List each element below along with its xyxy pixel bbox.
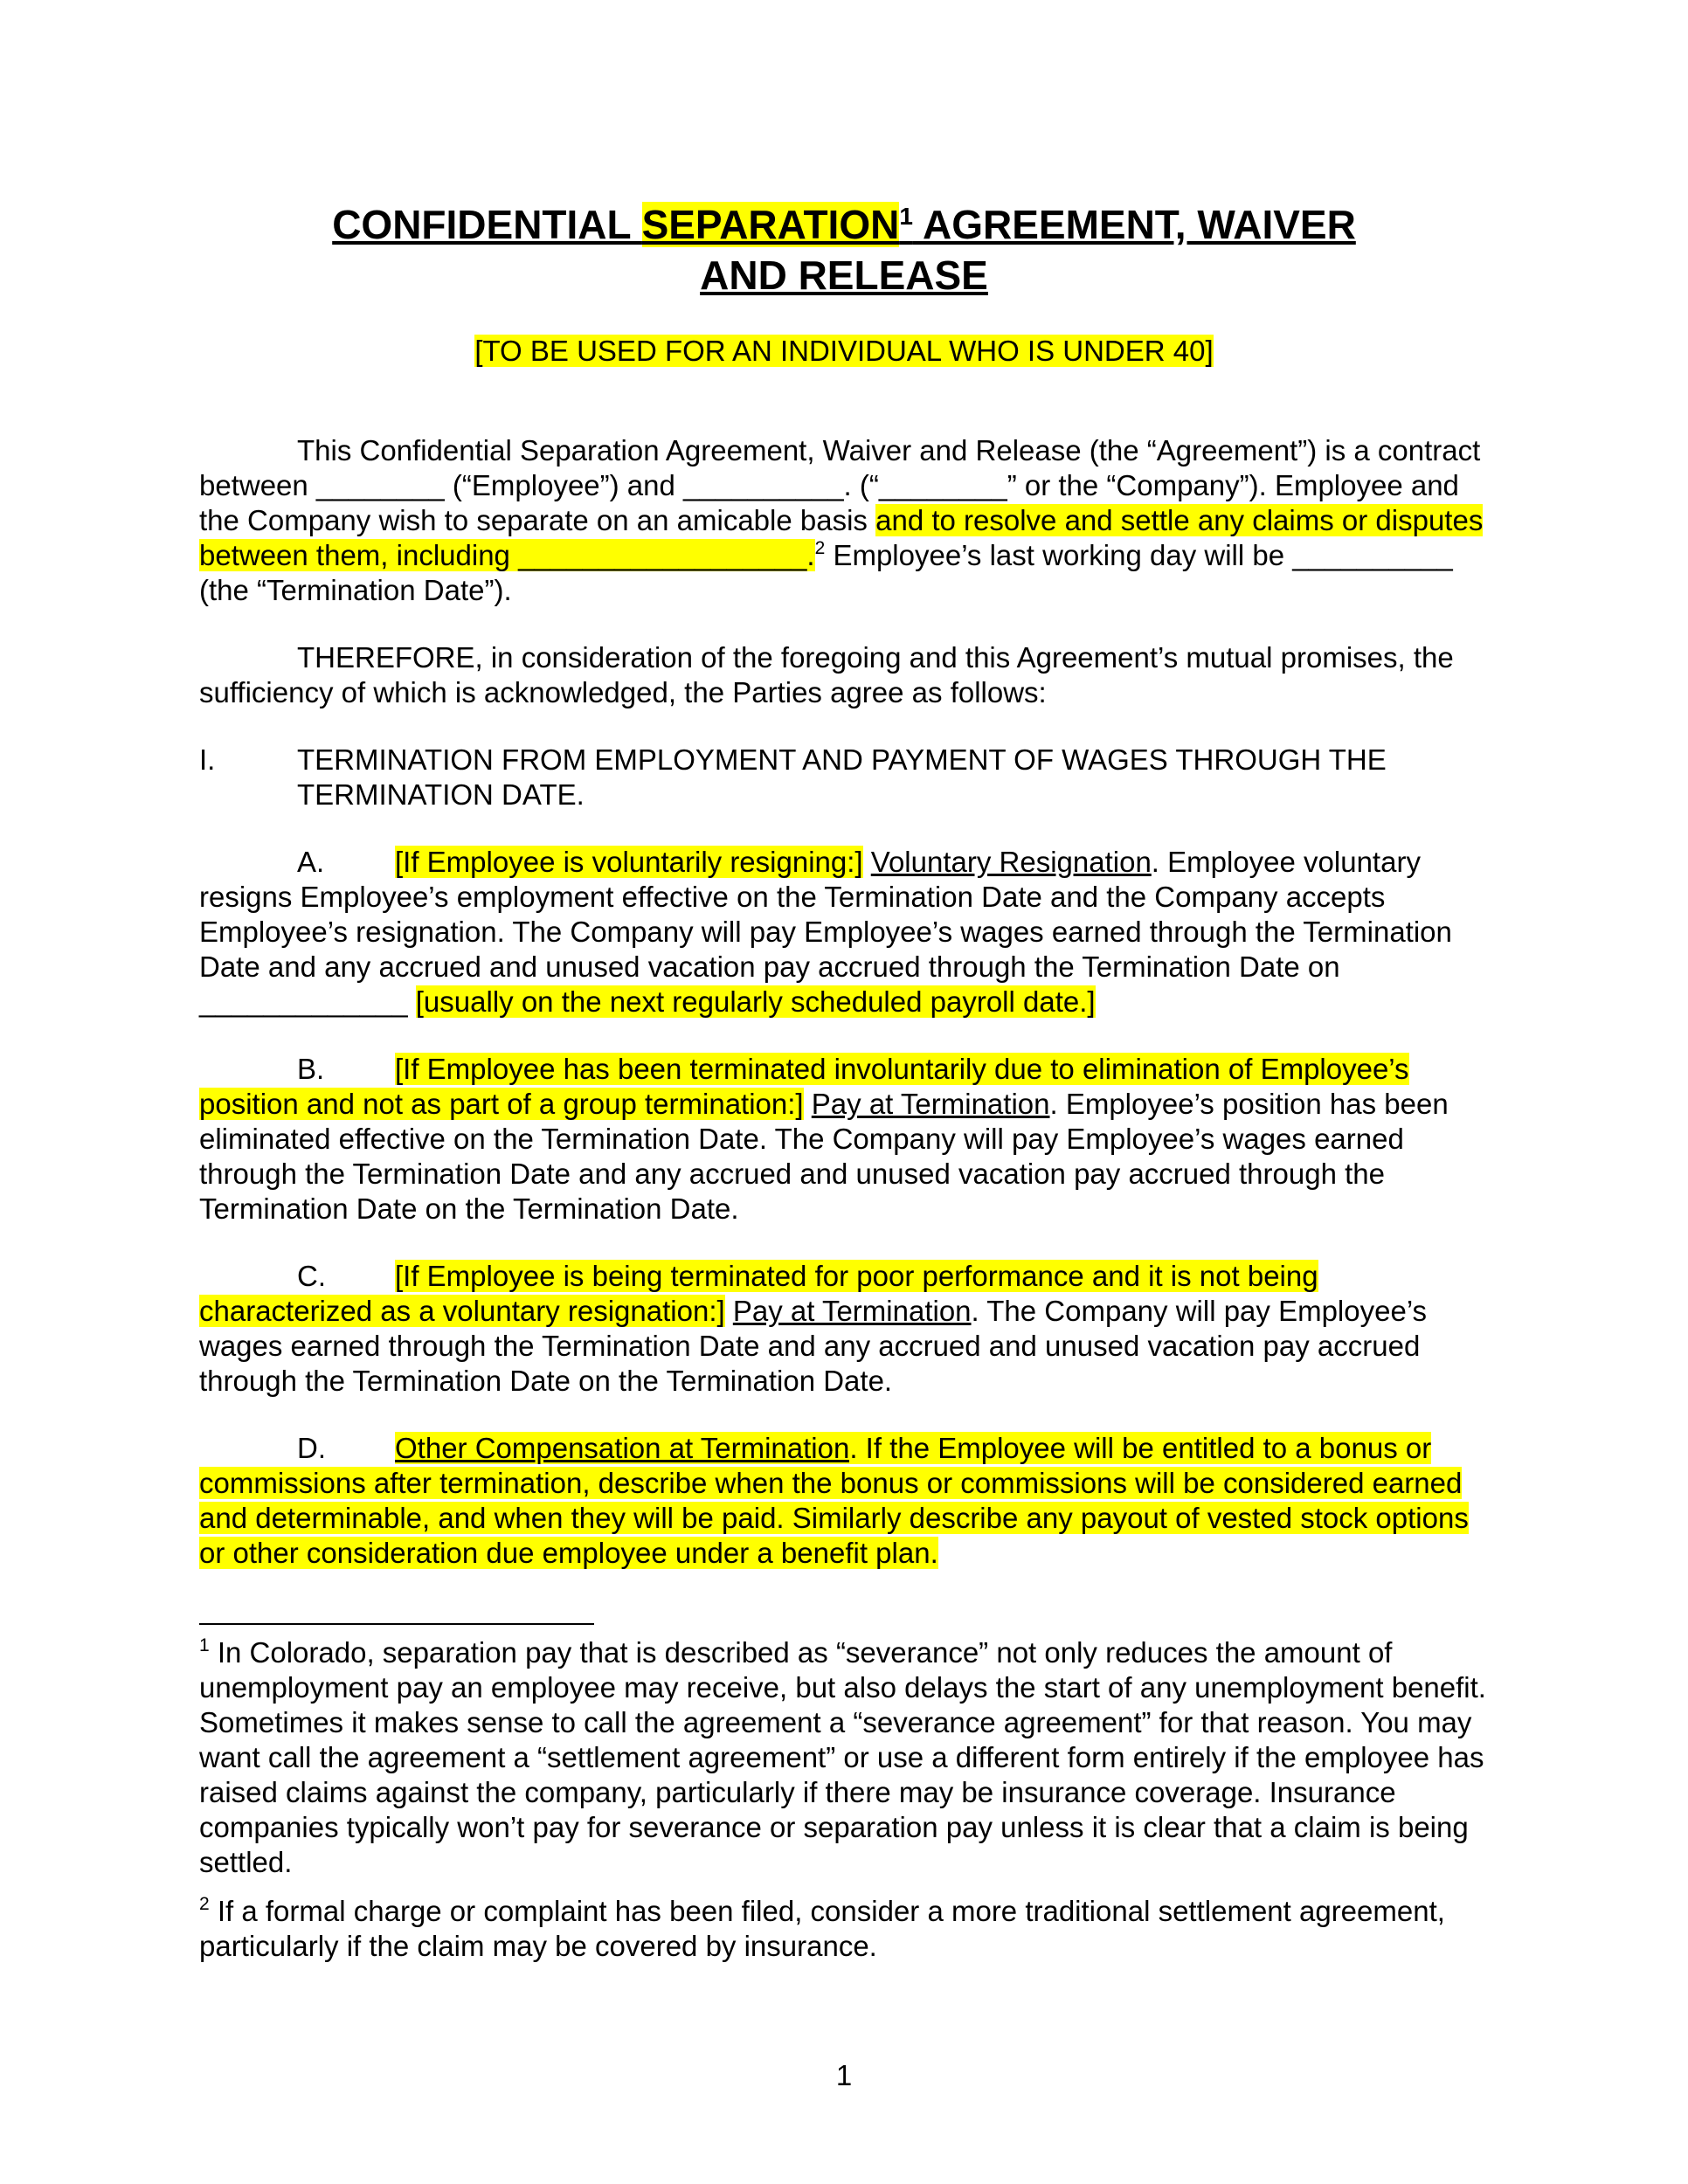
item-b-label: B. <box>297 1053 325 1085</box>
item-b-title: Pay at Termination <box>811 1088 1050 1120</box>
item-b-paragraph: B. [If Employee has been terminated involuntarily due to elimination of Employee’s position and not as part of a group termination:] Pay at Termination. Employee’s position has been eliminated effective on the Termination Date. The Company will pay Employee’s wages earned through the Termination Date and any accrued and unused vacation pay accrued through the Termination Date on the Termination Date. <box>199 1053 1449 1225</box>
document-title <box>0 199 1688 301</box>
intro-highlight: and to resolve and settle any claims or disputes between them, including __________________. <box>199 504 1484 571</box>
item-d-label: D. <box>297 1432 326 1464</box>
item-a-paragraph: A. [If Employee is voluntarily resigning:] Voluntary Resignation. Employee voluntary resigns Employee’s employment effective on the Termination Date and the Company accepts Employee’s resignation. The Company will pay Employee’s wages earned through the Termination Date and any accrued and unused vacation pay accrued through the Termination Date on _____________ [usually on the next regularly scheduled payroll date.] <box>199 846 1452 1018</box>
footnote-2: $^2$ If a formal charge or complaint has been filed, consider a more traditional settlement agreement, particularly if the claim may be covered by insurance. <box>199 1894 1445 1962</box>
section-number: I. <box>199 743 216 776</box>
footnote-ref-1[interactable]: 1 <box>899 203 913 230</box>
item-c-label: C. <box>297 1260 326 1292</box>
footnote-ref-2[interactable]: 2 <box>814 538 826 558</box>
footnote-1: $^1$ In Colorado, separation pay that is described as “severance” not only reduces the amount of unemployment pay an employee may receive, but also delays the start of any unemployment benefit. Sometimes it makes sense to call the agreement a “severance agreement” for that reason. You may want call the agreement a “settlement agreement” or use a different form entirely if the employee has raised claims against the company, particularly if there may be insurance coverage. Insurance companies typically won’t pay for severance or separation pay unless it is clear that a claim is being settled. <box>199 1635 1486 1878</box>
title-highlight: SEPARATION <box>641 202 900 247</box>
item-a-title: Voluntary Resignation <box>870 846 1152 878</box>
therefore-paragraph: THEREFORE, in consideration of the foregoing and this Agreement’s mutual promises, the sufficiency of which is acknowledged, the Parties agree as follows: <box>199 641 1454 708</box>
page-number: 1 <box>835 2059 853 2091</box>
item-a-label: A. <box>297 846 325 878</box>
document-subtitle: [TO BE USED FOR AN INDIVIDUAL WHO IS UNDER 40] <box>474 335 1214 367</box>
item-c-paragraph: C. [If Employee is being terminated for poor performance and it is not being characterized as a voluntary resignation:] Pay at Termination. The Company will pay Employee’s wages earned through the Termination Date and any accrued and unused vacation pay accrued through the Termination Date on the Termination Date. <box>199 1260 1428 1397</box>
footnote-separator <box>199 1623 594 1625</box>
section-heading <box>199 743 1492 812</box>
intro-paragraph: This Confidential Separation Agreement, Waiver and Release (the “Agreement”) is a contract between ________ (“Employee”) and __________. (“________” or the “Company”). Employee and the Company wish to separate on an amicable basis and to resolve and settle any claims or disputes between them, including __________________.$^2$ Employee’s last working day will be __________ (the “Termination Date”). <box>199 434 1484 606</box>
item-d-title: Other Compensation at Termination <box>395 1432 850 1464</box>
item-c-title: Pay at Termination <box>732 1295 972 1327</box>
item-d-paragraph: D. Other Compensation at Termination. If the Employee will be entitled to a bonus or commissions after termination, describe when the bonus or commissions will be considered earned and determinable, and when they will be paid. Similarly describe any payout of vested stock options or other consideration due employee under a benefit plan. <box>199 1432 1469 1569</box>
title-line-1: CONFIDENTIAL SEPARATION$^1$ AGREEMENT, WAIVER <box>332 202 1356 247</box>
title-line-2: AND RELEASE <box>700 252 988 298</box>
section-heading-text: TERMINATION FROM EMPLOYMENT AND PAYMENT OF WAGES THROUGH THE TERMINATION DATE. <box>297 743 1387 811</box>
